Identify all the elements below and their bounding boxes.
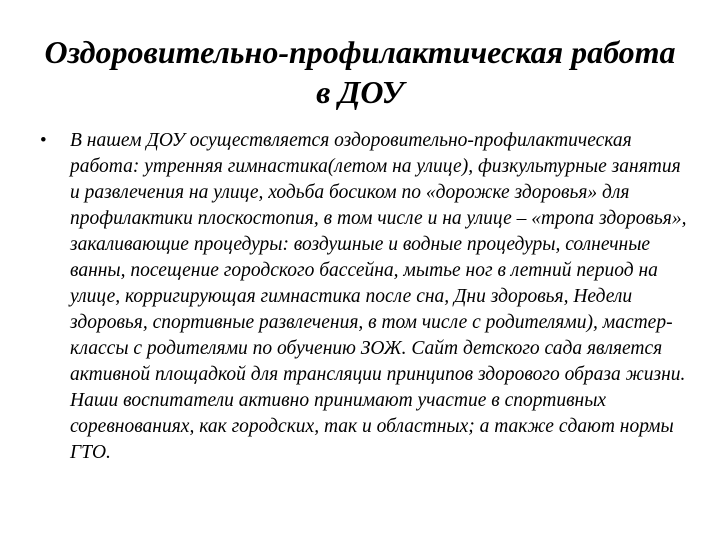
bullet-text: В нашем ДОУ осуществляется оздоровительно-профилактическая работа: утренняя гимнастика(летом на улице), физкультурные занятия и развлечения на улице, ходьба босиком по «дорожке здоровья» для профилактики плоскостопия, в том числе и на улице – «тропа здоровья», закаливающие процедуры: воздушные и водные процедуры, солнечные ванны, посещение городского бассейна, мытье ног в летний период на улице, корригирующая гимнастика после сна, Дни здоровья, Недели здоровья, спортивные развлечения, в том числе с родителями), мастер-классы с родителями по обучению ЗОЖ. Сайт детского сада является активной площадкой для трансляции принципов здорового образа жизни. Наши воспитатели активно принимают участие в спортивных соревнованиях, как городских, так и областных; а также сдают нормы ГТО. xyxy=(70,130,687,463)
slide-title: Оздоровительно-профилактическая работа в ДОУ xyxy=(44,34,676,110)
bullet-marker: • xyxy=(40,130,47,151)
bullet-list xyxy=(40,128,690,466)
bullet-item xyxy=(40,128,690,466)
